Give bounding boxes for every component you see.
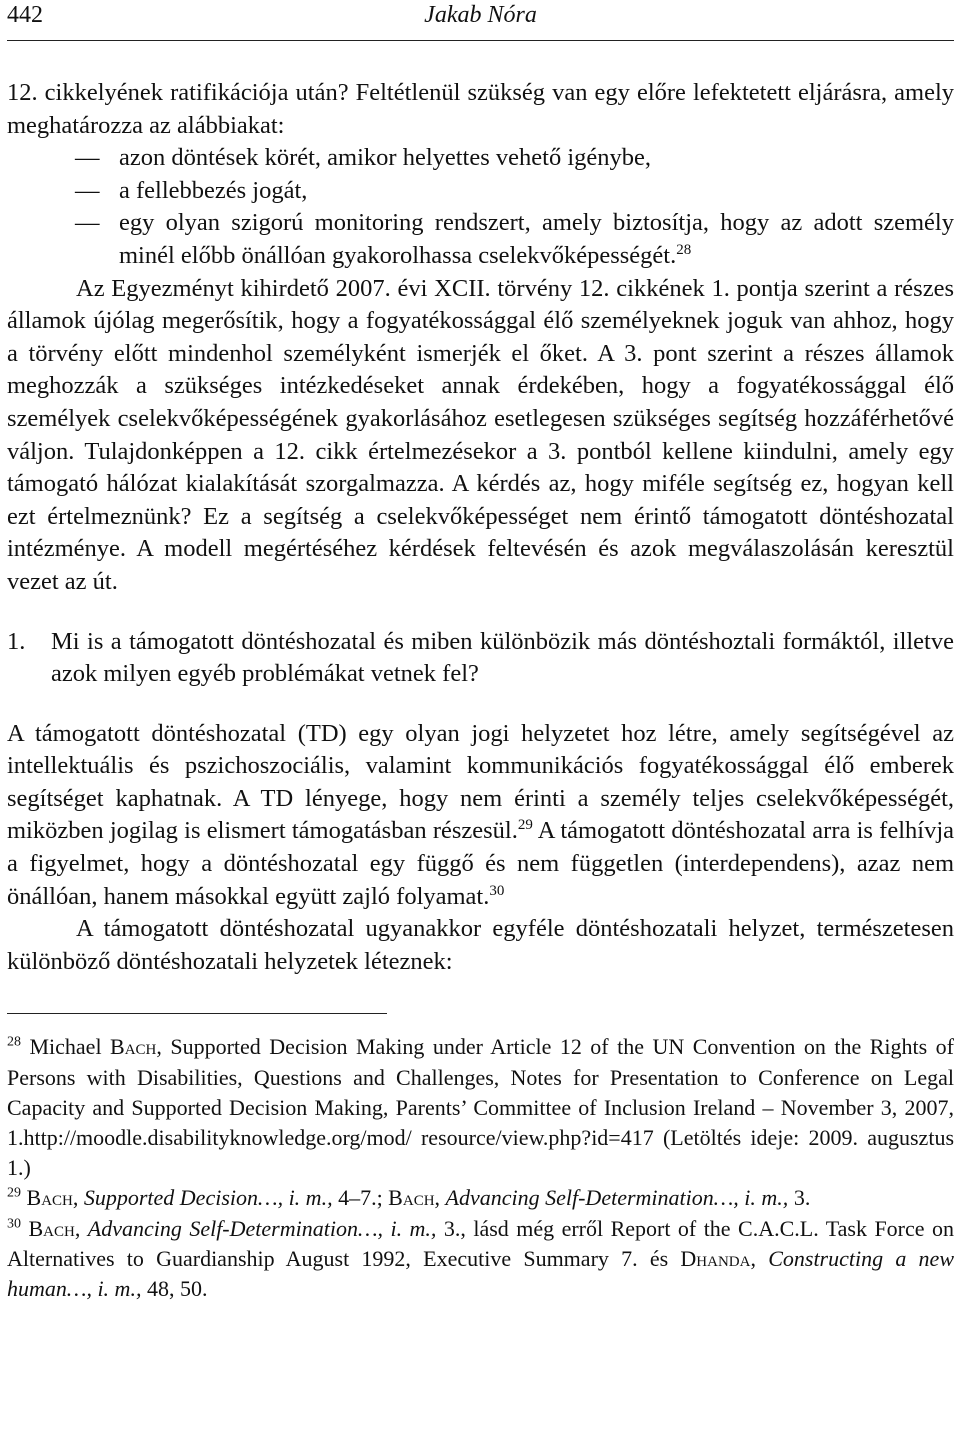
paragraph-td <box>7 718 954 914</box>
footnote-number: 29 <box>7 1186 21 1202</box>
running-head-author: Jakab Nóra <box>424 2 537 28</box>
author-smallcaps: ach <box>41 1185 73 1211</box>
work-title: Advancing Self-Determination…, i. m., <box>87 1215 437 1241</box>
author-smallcaps: ach <box>43 1215 75 1241</box>
footnote-ref-28[interactable]: 28 <box>676 241 692 258</box>
footnote-text: 4–7.; B <box>332 1185 403 1211</box>
footnote-text: , <box>72 1185 84 1211</box>
work-title: Supported Decision…, i. m., <box>83 1185 333 1211</box>
list-item-text: egy olyan szigorú monitoring rendszert, amely biztosítja, hogy az adott személy minél előbb önállóan gyakorolhassa cselekvőképességét. <box>119 209 954 269</box>
footnote-text: , <box>750 1245 769 1271</box>
footnote-text: , <box>434 1185 446 1211</box>
footnote-text: 3., lásd még erről Report of the C.A.C.L. Task Force on Alternatives to Guardianship August 1992, Executive Summary 7. és D <box>7 1215 954 1271</box>
footnote-28 <box>7 1032 954 1183</box>
page-number: 442 <box>7 2 43 28</box>
footnotes <box>7 1032 954 1304</box>
footnote-text: Michael B <box>21 1034 125 1060</box>
footnote-29 <box>7 1183 954 1213</box>
question-heading <box>7 626 954 691</box>
question-number: 1. <box>7 627 26 655</box>
footnote-text: , <box>74 1215 88 1241</box>
work-title: Constructing a new human…, i. m., <box>7 1245 954 1302</box>
page <box>7 0 954 1304</box>
author-smallcaps: ach <box>124 1034 157 1060</box>
footnote-30 <box>7 1214 954 1305</box>
footnote-text: B <box>21 1185 42 1211</box>
paragraph-intro: 12. cikkelyének ratifikációja után? Feltétlenül szükség van egy előre lefektetett eljárásra, amely meghatározza az alábbiakat: <box>7 79 954 139</box>
author-smallcaps: handa <box>696 1245 751 1271</box>
list-item: — a fellebbezés jogát, <box>119 175 954 208</box>
dash-list <box>7 142 954 272</box>
list-item <box>119 207 954 272</box>
paragraph-td-part1: A támogatott döntéshozatal (TD) egy olyan jogi helyzetet hoz létre, amely segítségével az intellektuális és pszichoszociális, valamint kommunikációs fogyatékossággal élő emberek segítséget kaphatnak. A TD lényege, hogy nem érinti a személy teljes cselekvőképességét, miközben jogilag is elismert támogatásban részesül. <box>7 719 954 845</box>
main-text <box>7 77 954 978</box>
footnote-text: B <box>21 1215 44 1241</box>
paragraph-td-part2: A támogatott döntéshozatal arra is felhívja a figyelmet, hogy a döntéshozatal egy függő és nem független (interdependens), azaz nem önállóan, hanem másokkal együtt zajló folyamat. <box>7 817 955 910</box>
footnote-number: 30 <box>7 1216 21 1232</box>
footnote-ref-29[interactable]: 29 <box>517 817 533 834</box>
footnote-text: , Supported Decision Making under Article 12 of the UN Convention on the Rights of Persons with Disabilities, Questions and Challenges, Notes for Presentation to Conference on Legal Capacity and Supported Decision Making, Parents’ Committee of Inclusion Ireland – November 3, 2007, 1.http://moodle.disabilityknowledge.org/mod/ resource/view.php?id=417 (Letöltés ideje: 2009. augusztus 1.) <box>7 1034 954 1181</box>
footnote-number: 28 <box>7 1035 21 1051</box>
question-text: Mi is a támogatott döntéshozatal és miben különbözik más döntéshoztali formáktól, illetve azok milyen egyéb problémákat vetnek fel? <box>51 627 954 688</box>
paragraph-final: A támogatott döntéshozatal ugyanakkor egyféle döntéshozatali helyzet, természetesen különböző döntéshozatali helyzetek léteznek: <box>7 915 954 975</box>
work-title: Advancing Self-Determination…, i. m., <box>445 1185 789 1211</box>
footnote-text: 3. <box>788 1185 811 1211</box>
paragraph-egyezmeny: Az Egyezményt kihirdető 2007. évi XCII. törvény 12. cikkének 1. pontja szerint a részes államok újólag megerősítik, hogy a fogyatékossággal élő személyeknek joguk van ahhoz, hogy a törvény előtt mindenhol személyként ismerjék el őket. A 3. pont szerint a részes államok meghozzák a szükséges intézkedéseket annak érdekében, hogy a fogyatékossággal élő személyek cselekvőképességének gyakorlásához esetlegesen szükséges segítség hozzáférhetővé váljon. Tulajdonképpen a 12. cikk értelmezésekor a 3. pontból kellene kiindulni, amely egy támogató hálózat kialakítását szorgalmazza. A kérdés az, hogy miféle segítség ez, hogyan kell ezt értelmeznünk? Ez a segítség a cselekvőképességet nem érintő támogatott döntéshozatal intézménye. A modell megértéséhez kérdések feltevésén és azok megválaszolásán keresztül vezet az út. <box>7 274 954 595</box>
footnote-ref-30[interactable]: 30 <box>489 882 505 899</box>
list-item: — azon döntések körét, amikor helyettes vehető igénybe, <box>119 142 954 175</box>
footnote-text: 48, 50. <box>141 1276 208 1302</box>
footnote-divider <box>7 1013 387 1014</box>
running-header <box>7 0 954 41</box>
author-smallcaps: ach <box>402 1185 435 1211</box>
